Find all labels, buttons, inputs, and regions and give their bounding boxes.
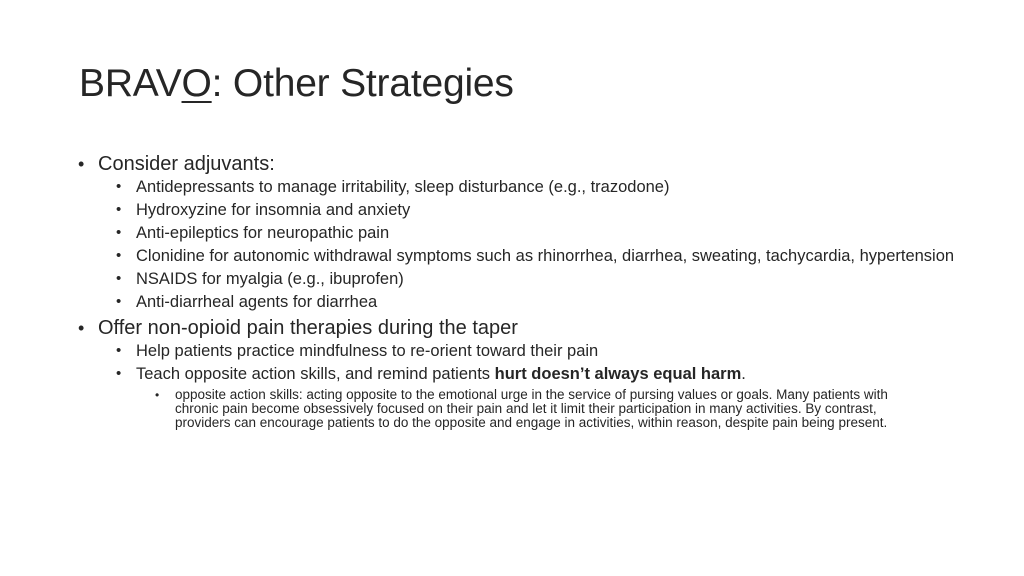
bullet-icon: •: [116, 293, 122, 310]
list-item-period: .: [741, 365, 746, 383]
sub-note-opposite-action: [155, 388, 915, 430]
bullet-icon: •: [116, 247, 122, 264]
bullet-icon: •: [116, 178, 122, 195]
list-item-text: Anti-diarrheal agents for diarrhea: [136, 293, 378, 311]
list-item-text: Hydroxyzine for insomnia and anxiety: [136, 201, 411, 219]
title-underlined-letter: O: [181, 62, 212, 105]
bullet-icon: •: [116, 201, 122, 218]
title-prefix: BRAV: [79, 62, 182, 105]
slide-body: [78, 150, 958, 432]
title-suffix: : Other Strategies: [211, 62, 514, 105]
list-item-teach-opposite-action: [116, 365, 958, 383]
slide-title: [79, 58, 514, 110]
list-item-text: Teach opposite action skills, and remind patients: [136, 365, 495, 383]
list-item: [116, 201, 958, 219]
list-item: [116, 247, 958, 265]
list-item-text: Anti-epileptics for neuropathic pain: [136, 224, 390, 242]
bullet-icon: •: [78, 154, 85, 174]
bullet-consider-adjuvants: [78, 152, 958, 176]
list-item: [116, 293, 958, 311]
bullet-icon: •: [116, 342, 122, 359]
emphasis-text: hurt doesn’t always equal harm: [494, 365, 742, 383]
list-item: [116, 270, 958, 288]
bullet-icon: •: [78, 318, 85, 338]
bullet-icon: •: [155, 388, 160, 402]
sub-note-text: opposite action skills: acting opposite to the emotional urge in the service of pursing values or goals. Many patients with chronic pain become obsessively focused on their pain and let it limit their participation in many activities. By contrast, providers can encourage patients to do the opposite and engage in activities, within reason, despite pain being present.: [175, 387, 888, 430]
list-item-text: Help patients practice mindfulness to re-orient toward their pain: [136, 342, 599, 360]
bullet-icon: •: [116, 224, 122, 241]
list-item: [116, 178, 958, 196]
list-item: [116, 342, 958, 360]
bullet-icon: •: [116, 365, 122, 382]
list-item: [116, 224, 958, 242]
bullet-non-opioid-therapies: [78, 316, 958, 340]
list-item-text: Clonidine for autonomic withdrawal symptoms such as rhinorrhea, diarrhea, sweating, tachycardia, hypertension: [136, 247, 955, 265]
bullet-icon: •: [116, 270, 122, 287]
section-label: Consider adjuvants:: [98, 153, 275, 175]
list-item-text: Antidepressants to manage irritability, sleep disturbance (e.g., trazodone): [136, 178, 670, 196]
list-item-text: NSAIDS for myalgia (e.g., ibuprofen): [136, 270, 404, 288]
section-label: Offer non-opioid pain therapies during the taper: [98, 317, 518, 339]
